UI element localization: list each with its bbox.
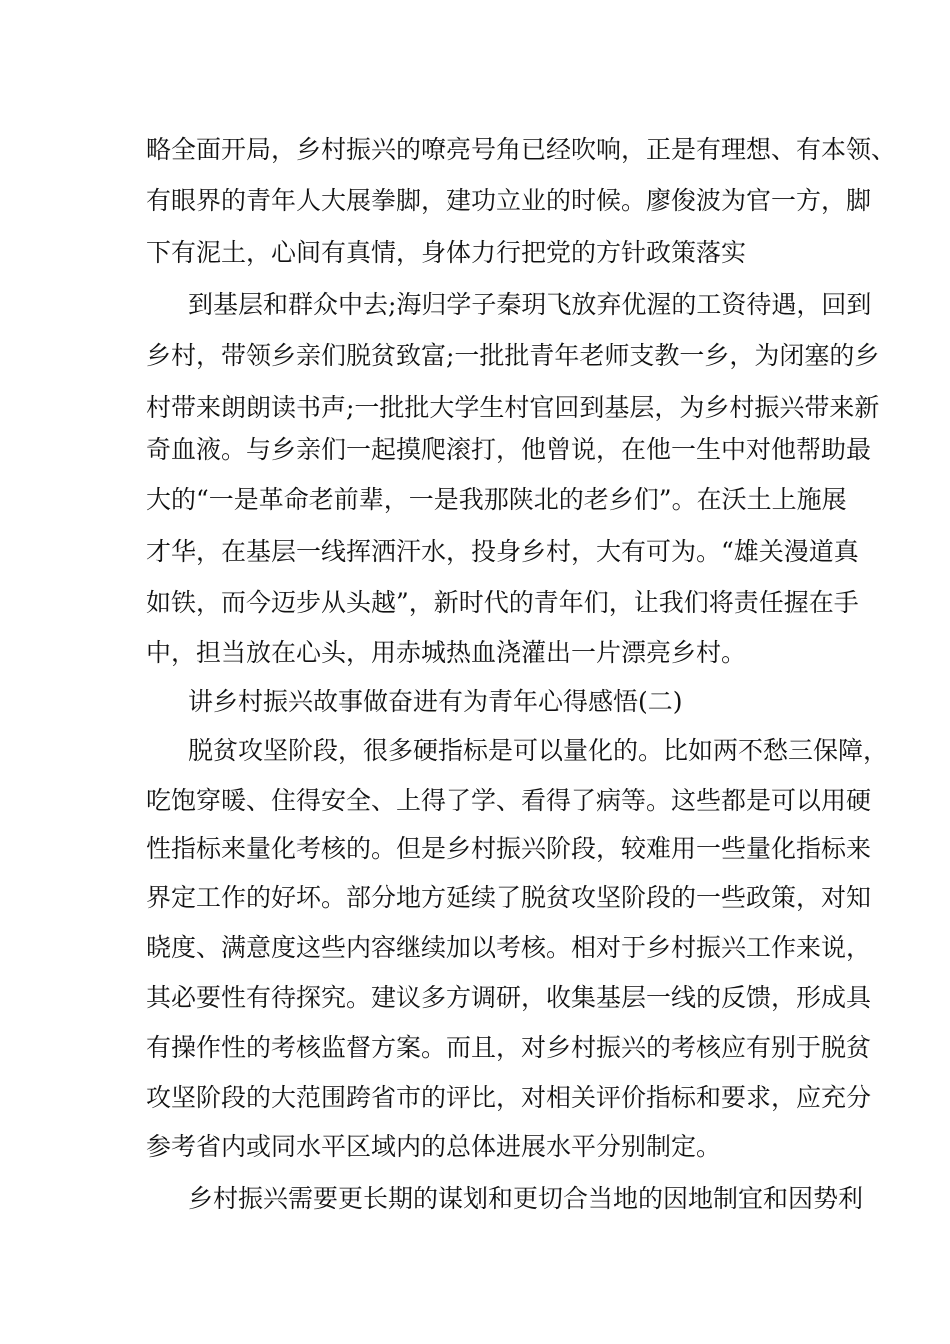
text-line: 到基层和群众中去;海归学子秦玥飞放弃优渥的工资待遇，回到 [188, 290, 872, 319]
text-line: 有眼界的青年人大展拳脚，建功立业的时候。廖俊波为官一方，脚 [146, 186, 872, 215]
text-line: 性指标来量化考核的。但是乡村振兴阶段，较难用一些量化指标来 [146, 834, 872, 863]
text-line: 其必要性有待探究。建议多方调研，收集基层一线的反馈，形成具 [146, 983, 872, 1012]
text-line: 大的“一是革命老前辈，一是我那陕北的老乡们”。在沃土上施展 [146, 485, 847, 514]
text-line: 乡村振兴需要更长期的谋划和更切合当地的因地制宜和因势利 [188, 1184, 864, 1213]
text-line: 吃饱穿暖、住得安全、上得了学、看得了病等。这些都是可以用硬 [146, 786, 872, 815]
text-line: 脱贫攻坚阶段，很多硬指标是可以量化的。比如两不愁三保障， [188, 736, 889, 765]
text-line: 奇血液。与乡亲们一起摸爬滚打，他曾说，在他一生中对他帮助最 [146, 435, 872, 464]
text-line: 界定工作的好坏。部分地方延续了脱贫攻坚阶段的一些政策，对知 [146, 883, 872, 912]
text-line: 参考省内或同水平区域内的总体进展水平分别制定。 [146, 1132, 722, 1161]
text-line: 才华，在基层一线挥洒汗水，投身乡村，大有可为。“雄关漫道真 [146, 537, 859, 566]
text-line: 如铁，而今迈步从头越”，新时代的青年们，让我们将责任握在手 [146, 588, 859, 617]
text-line: 略全面开局，乡村振兴的嘹亮号角已经吹响，正是有理想、有本领、 [146, 135, 897, 164]
text-line: 晓度、满意度这些内容继续加以考核。相对于乡村振兴工作来说， [146, 933, 872, 962]
section-heading: 讲乡村振兴故事做奋进有为青年心得感悟(二) [188, 687, 683, 716]
text-line: 村带来朗朗读书声;一批批大学生村官回到基层，为乡村振兴带来新 [146, 393, 880, 422]
text-line: 乡村，带领乡亲们脱贫致富;一批批青年老师支教一乡，为闭塞的乡 [146, 341, 880, 370]
text-line: 中，担当放在心头，用赤城热血浇灌出一片漂亮乡村。 [146, 638, 747, 667]
text-line: 下有泥土，心间有真情，身体力行把党的方针政策落实 [146, 238, 747, 267]
text-line: 攻坚阶段的大范围跨省市的评比，对相关评价指标和要求，应充分 [146, 1083, 872, 1112]
text-line: 有操作性的考核监督方案。而且，对乡村振兴的考核应有别于脱贫 [146, 1033, 872, 1062]
